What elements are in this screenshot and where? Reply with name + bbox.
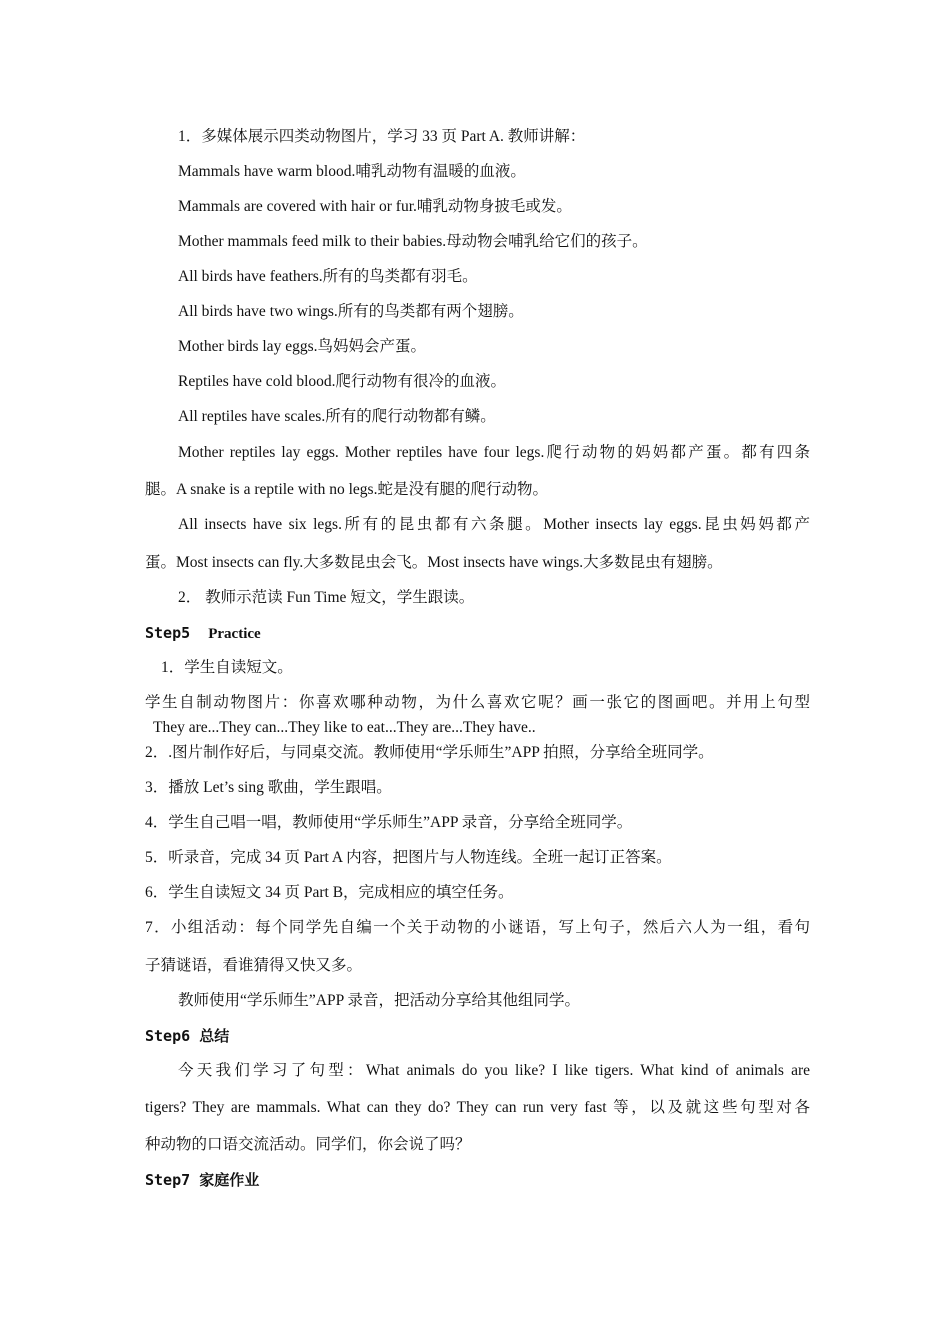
- step5-item-4: 4．学生自己唱一唱，教师使用“学乐师生”APP 录音，分享给全班同学。: [145, 814, 633, 831]
- step5-item-3: 3．播放 Let’s sing 歌曲，学生跟唱。: [145, 779, 392, 796]
- step5-label: Step5: [145, 624, 191, 642]
- step6-summary-cont2: 种动物的口语交流活动。同学们，你会说了吗？: [145, 1136, 471, 1153]
- step7-title: 家庭作业: [199, 1173, 260, 1189]
- step5-heading: [145, 623, 261, 644]
- step5-item-7-cont: 子猜谜语，看谁猜得又快又多。: [145, 957, 363, 974]
- sentence-reptiles-eggs-cont: 腿。A snake is a reptile with no legs.蛇是没有腿的爬行动物。: [145, 481, 548, 498]
- step5-item-drawing-patterns: They are...They can...They like to eat...They are...They have..: [153, 719, 536, 736]
- step5-item-1: 1．学生自读短文。: [161, 659, 293, 676]
- sentence-birds-eggs: Mother birds lay eggs.鸟妈妈会产蛋。: [178, 338, 426, 355]
- sentence-reptiles-blood: Reptiles have cold blood.爬行动物有很冷的血液。: [178, 373, 507, 390]
- sentence-reptiles-scales: All reptiles have scales.所有的爬行动物都有鳞。: [178, 408, 496, 425]
- section1-line-fun-time: 2． 教师示范读 Fun Time 短文，学生跟读。: [178, 589, 475, 606]
- sentence-birds-feathers: All birds have feathers.所有的鸟类都有羽毛。: [178, 268, 478, 285]
- step5-item-drawing: 学生自制动物图片：你喜欢哪种动物，为什么喜欢它呢？画一张它的图画吧。并用上句型: [145, 694, 810, 711]
- sentence-mammals-milk: Mother mammals feed milk to their babies.母动物会哺乳给它们的孩子。: [178, 233, 648, 250]
- step5-item-6: 6．学生自读短文 34 页 Part B，完成相应的填空任务。: [145, 884, 514, 901]
- step6-summary: 今天我们学习了句型：What animals do you like? I like tigers. What kind of animals are: [178, 1062, 810, 1079]
- step7-label: Step7: [145, 1171, 191, 1189]
- sentence-reptiles-eggs: Mother reptiles lay eggs. Mother reptiles have four legs.爬行动物的妈妈都产蛋。都有四条: [178, 444, 810, 461]
- sentence-mammals-blood: Mammals have warm blood.哺乳动物有温暖的血液。: [178, 163, 526, 180]
- step5-title: Practice: [208, 626, 261, 642]
- sentence-birds-wings: All birds have two wings.所有的鸟类都有两个翅膀。: [178, 303, 524, 320]
- step6-heading: [145, 1026, 229, 1047]
- step6-summary-cont1: tigers? They are mammals. What can they do? They can run very fast 等，以及就这些句型对各: [145, 1099, 810, 1116]
- sentence-insects: All insects have six legs.所有的昆虫都有六条腿。Mother insects lay eggs.昆虫妈妈都产: [178, 516, 810, 533]
- step6-label: Step6: [145, 1027, 191, 1045]
- section1-line-intro: 1．多媒体展示四类动物图片，学习 33 页 Part A. 教师讲解：: [178, 128, 586, 145]
- step5-teacher-note: 教师使用“学乐师生”APP 录音，把活动分享给其他组同学。: [178, 992, 580, 1009]
- step5-item-7: 7．小组活动：每个同学先自编一个关于动物的小谜语，写上句子，然后六人为一组，看句: [145, 919, 810, 936]
- step6-title: 总结: [199, 1029, 230, 1045]
- sentence-mammals-hair: Mammals are covered with hair or fur.哺乳动物身披毛或发。: [178, 198, 572, 215]
- sentence-insects-cont: 蛋。Most insects can fly.大多数昆虫会飞。Most insects have wings.大多数昆虫有翅膀。: [145, 554, 723, 571]
- step7-heading: [145, 1170, 259, 1191]
- step5-item-5: 5．听录音，完成 34 页 Part A 内容，把图片与人物连线。全班一起订正答案。: [145, 849, 672, 866]
- step5-item-2: 2．.图片制作好后，与同桌交流。教师使用“学乐师生”APP 拍照，分享给全班同学。: [145, 744, 714, 761]
